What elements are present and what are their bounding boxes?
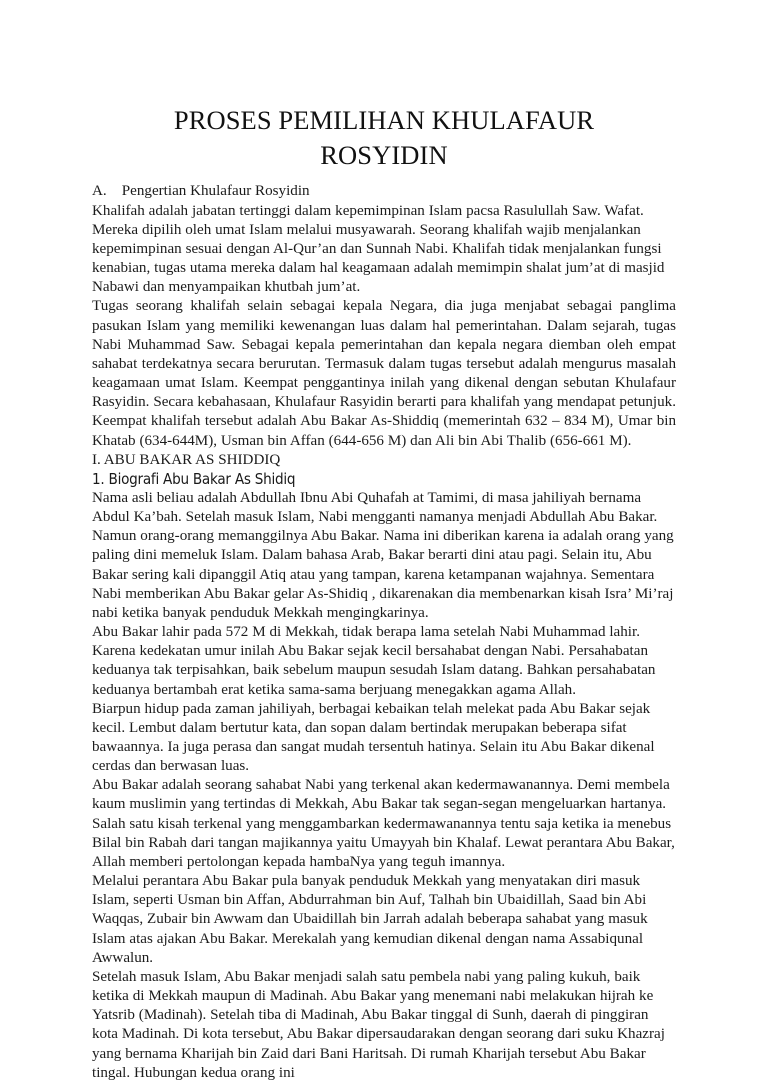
paragraph-kelahiran: Abu Bakar lahir pada 572 M di Mekkah, tidak berapa lama setelah Nabi Muhammad lahir. Karena kedekatan umur inilah Abu Bakar sejak kecil bersahabat dengan Nabi. Persahabatan keduanya tak terpisahkan, baik sebelum maupun sesudah Islam datang. Bahkan persahabatan keduanya bertambah erat ketika sama-sama berjuang menegakkan agama Allah. <box>92 624 656 698</box>
subsection-heading-biografi: 1. Biografi Abu Bakar As Shidiq <box>92 469 296 488</box>
section-heading-a: A. Pengertian Khulafaur Rosyidin <box>92 183 310 200</box>
paragraph-sifat-bawaan: Biarpun hidup pada zaman jahiliyah, berbagai kebaikan telah melekat pada Abu Bakar sejak kecil. Lembut dalam bertutur kata, dan sopan dalam bertindak merupakan beberapa sifat bawaannya. Ia juga perasa dan sangat mudah tersentuh hatinya. Selain itu Abu Bakar dikenal cerdas dan berwasan luas. <box>92 700 655 775</box>
paragraph-hijrah-madinah: Setelah masuk Islam, Abu Bakar menjadi salah satu pembela nabi yang paling kukuh, baik ketika di Mekkah maupun di Madinah. Abu Bakar yang menemani nabi melakukan hijrah ke Yatsrib (Madinah). Setelah tiba di Madinah, Abu Bakar tinggal di Sunh, daerah di pinggiran kota Madinah. Di kota tersebut, Abu Bakar dipersaudarakan dengan seorang dari suku Khazraj yang bernama Kharijah bin Zaid dari Bani Haritsah. Di rumah Kharijah tersebut Abu Bakar tingal. Hubungan kedua orang ini <box>92 968 665 1081</box>
page-title: PROSES PEMILIHAN KHULAFAUR ROSYIDIN <box>173 105 595 171</box>
section-heading-abu-bakar: I. ABU BAKAR AS SHIDDIQ <box>92 451 281 468</box>
paragraph-tugas-khalifah: Tugas seorang khalifah selain sebagai kepala Negara, dia juga menjabat sebagai panglima pasukan Islam yang memiliki kewenangan luas dalam hal pemerintahan. Dalam sejarah, tugas Nabi Muhammad Saw. Sebagai kepala pemerintahan dan kepala negara diemban oleh empat sahabat terdekatnya secara berurutan. Termasuk dalam tugas tersebut adalah mengurus masalah keagamaan umat Islam. Keempat penggantinya inilah yang dikenal dengan sebutan Khulafaur Rasyidin. Secara kebahasaan, Khulafaur Rasyidin berarti para khalifah yang mendapat petunjuk. Keempat khalifah tersebut adalah Abu Bakar As-Shiddiq (memerintah 632 – 834 M), Umar bin Khatab (634-644M), Usman bin Affan (644-656 M) dan Ali bin Abi Thalib (656-661 M). <box>92 298 676 449</box>
document-body <box>92 103 676 1083</box>
paragraph-assabiqunal-awwalun: Melalui perantara Abu Bakar pula banyak penduduk Mekkah yang menyatakan diri masuk Islam, seperti Usman bin Affan, Abdurrahman bin Auf, Talhah bin Ubaidillah, Saad bin Abi Waqqas, Zubair bin Awwam dan Ubaidillah bin Jarrah adalah beberapa sahabat yang masuk Islam atas ajakan Abu Bakar. Merekalah yang kemudian dikenal dengan nama Assabiqunal Awwalun. <box>92 873 648 966</box>
paragraph-nama-asli: Nama asli beliau adalah Abdullah Ibnu Abi Quhafah at Tamimi, di masa jahiliyah bernama Abdul Ka’bah. Setelah masuk Islam, Nabi mengganti namanya menjadi Abdullah Abu Bakar. Namun orang-orang memanggilnya Abu Bakar. Nama ini diberikan karena ia adalah orang yang paling dini memeluk Islam. Dalam bahasa Arab, Bakar berarti dini atau pagi. Selain itu, Abu Bakar sering kali dipanggil Atiq atau yang tampan, karena ketampanan wajahnya. Sementara Nabi memberikan Abu Bakar gelar As-Shidiq , dikarenakan dia membenarkan kisah Isra’ Mi’raj nabi ketika banyak penduduk Mekkah mengingkarinya. <box>92 489 674 621</box>
paragraph-pengertian-khalifah: Khalifah adalah jabatan tertinggi dalam kepemimpinan Islam pacsa Rasulullah Saw. Wafat. Mereka dipilih oleh umat Islam melalui musyawarah. Seorang khalifah wajib menjalankan kepemimpinan sesuai dengan Al-Qur’an dan Sunnah Nabi. Khalifah tidak menjalankan fungsi kenabian, tugas utama mereka dalam hal keagamaan adalah memimpin shalat jum’at di masjid Nabawi dan menyampaikan khutbah jum’at. <box>92 202 665 296</box>
paragraph-kedermawanan: Abu Bakar adalah seorang sahabat Nabi yang terkenal akan kedermawanannya. Demi membela kaum muslimin yang tertindas di Mekkah, Abu Bakar tak segan-segan mengeluarkan hartanya. Salah satu kisah terkenal yang menggambarkan kedermawanannya tentu saja ketika ia menebus Bilal bin Rabah dari tangan majikannya yaitu Umayyah bin Khalaf. Lewat perantara Abu Bakar, Allah memberi pertolongan kepada hambaNya yang teguh imannya. <box>92 777 675 870</box>
